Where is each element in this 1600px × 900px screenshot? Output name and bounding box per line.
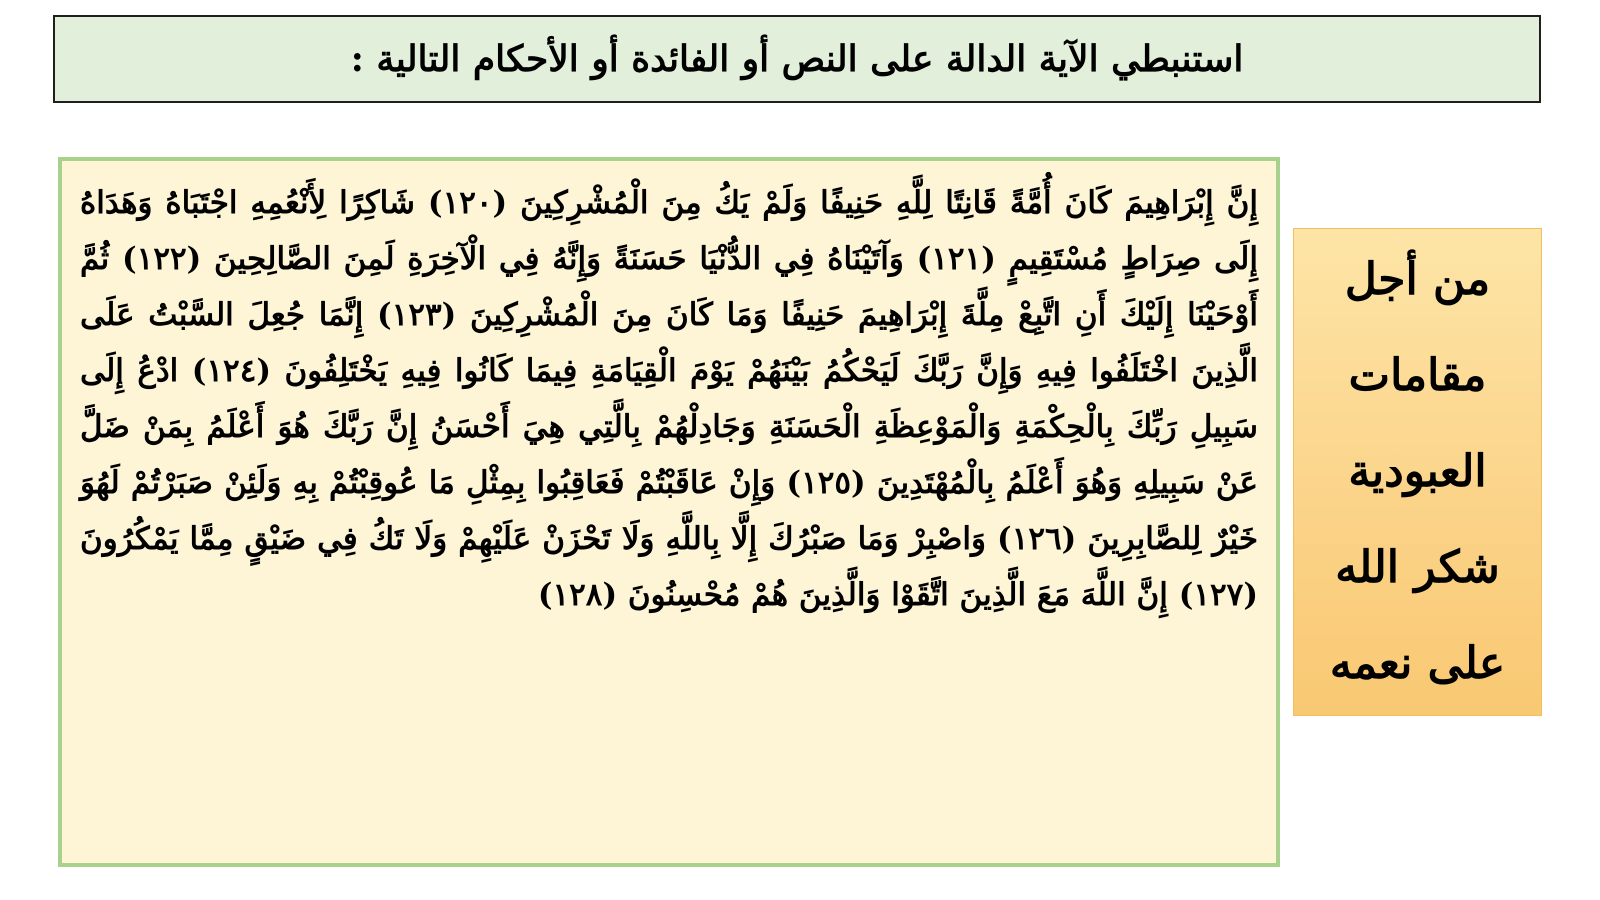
quran-verses-text: إِنَّ إِبْرَاهِيمَ كَانَ أُمَّةً قَانِتًا لِلَّهِ حَنِيفًا وَلَمْ يَكُ مِنَ الْمُشْرِكِينَ (١٢٠) شَاكِرًا لِأَنْعُمِهِ اجْتَبَاهُ وَهَدَاهُ إِلَى صِرَاطٍ مُسْتَقِيمٍ (١٢١) وَآتَيْنَاهُ فِي الدُّنْيَا حَسَنَةً وَإِنَّهُ فِي الْآخِرَةِ لَمِنَ الصَّالِحِينَ (١٢٢) ثُمَّ أَوْحَيْنَا إِلَيْكَ أَنِ اتَّبِعْ مِلَّةَ إِبْرَاهِيمَ حَنِيفًا وَمَا كَانَ مِنَ الْمُشْرِكِينَ (١٢٣) إِنَّمَا جُعِلَ السَّبْتُ عَلَى الَّذِينَ اخْتَلَفُوا فِيهِ وَإِنَّ رَبَّكَ لَيَحْكُمُ بَيْنَهُمْ يَوْمَ الْقِيَامَةِ فِيمَا كَانُوا فِيهِ يَخْتَلِفُونَ (١٢٤) ادْعُ إِلَى سَبِيلِ رَبِّكَ بِالْحِكْمَةِ وَالْمَوْعِظَةِ الْحَسَنَةِ وَجَادِلْهُمْ بِالَّتِي هِيَ أَحْسَنُ إِنَّ رَبَّكَ هُوَ أَعْلَمُ بِمَنْ ضَلَّ عَنْ سَبِيلِهِ وَهُوَ أَعْلَمُ بِالْمُهْتَدِينَ (١٢٥) وَإِنْ عَاقَبْتُمْ فَعَاقِبُوا بِمِثْلِ مَا عُوقِبْتُمْ بِهِ وَلَئِنْ صَبَرْتُمْ لَهُوَ خَيْرٌ لِلصَّابِرِينَ (١٢٦) وَاصْبِرْ وَمَا صَبْرُكَ إِلَّا بِاللَّهِ وَلَا تَحْزَنْ عَلَيْهِمْ وَلَا تَكُ فِي ضَيْقٍ مِمَّا يَمْكُرُونَ (١٢٧) إِنَّ اللَّهَ مَعَ الَّذِينَ اتَّقَوْا وَالَّذِينَ هُمْ مُحْسِنُونَ (١٢٨): [80, 185, 1259, 613]
topic-card: [1293, 228, 1542, 716]
instruction-banner: [53, 15, 1541, 103]
topic-line-2: مقامات: [1348, 350, 1487, 401]
topic-line-1: من أجل: [1344, 254, 1491, 305]
quran-verses-panel: [58, 157, 1280, 867]
instruction-title: استنبطي الآية الدالة على النص أو الفائدة أو الأحكام التالية :: [350, 38, 1244, 80]
topic-line-4: شكر الله: [1335, 542, 1500, 593]
topic-line-3: العبودية: [1348, 446, 1487, 497]
topic-line-5: على نعمه: [1329, 638, 1506, 689]
